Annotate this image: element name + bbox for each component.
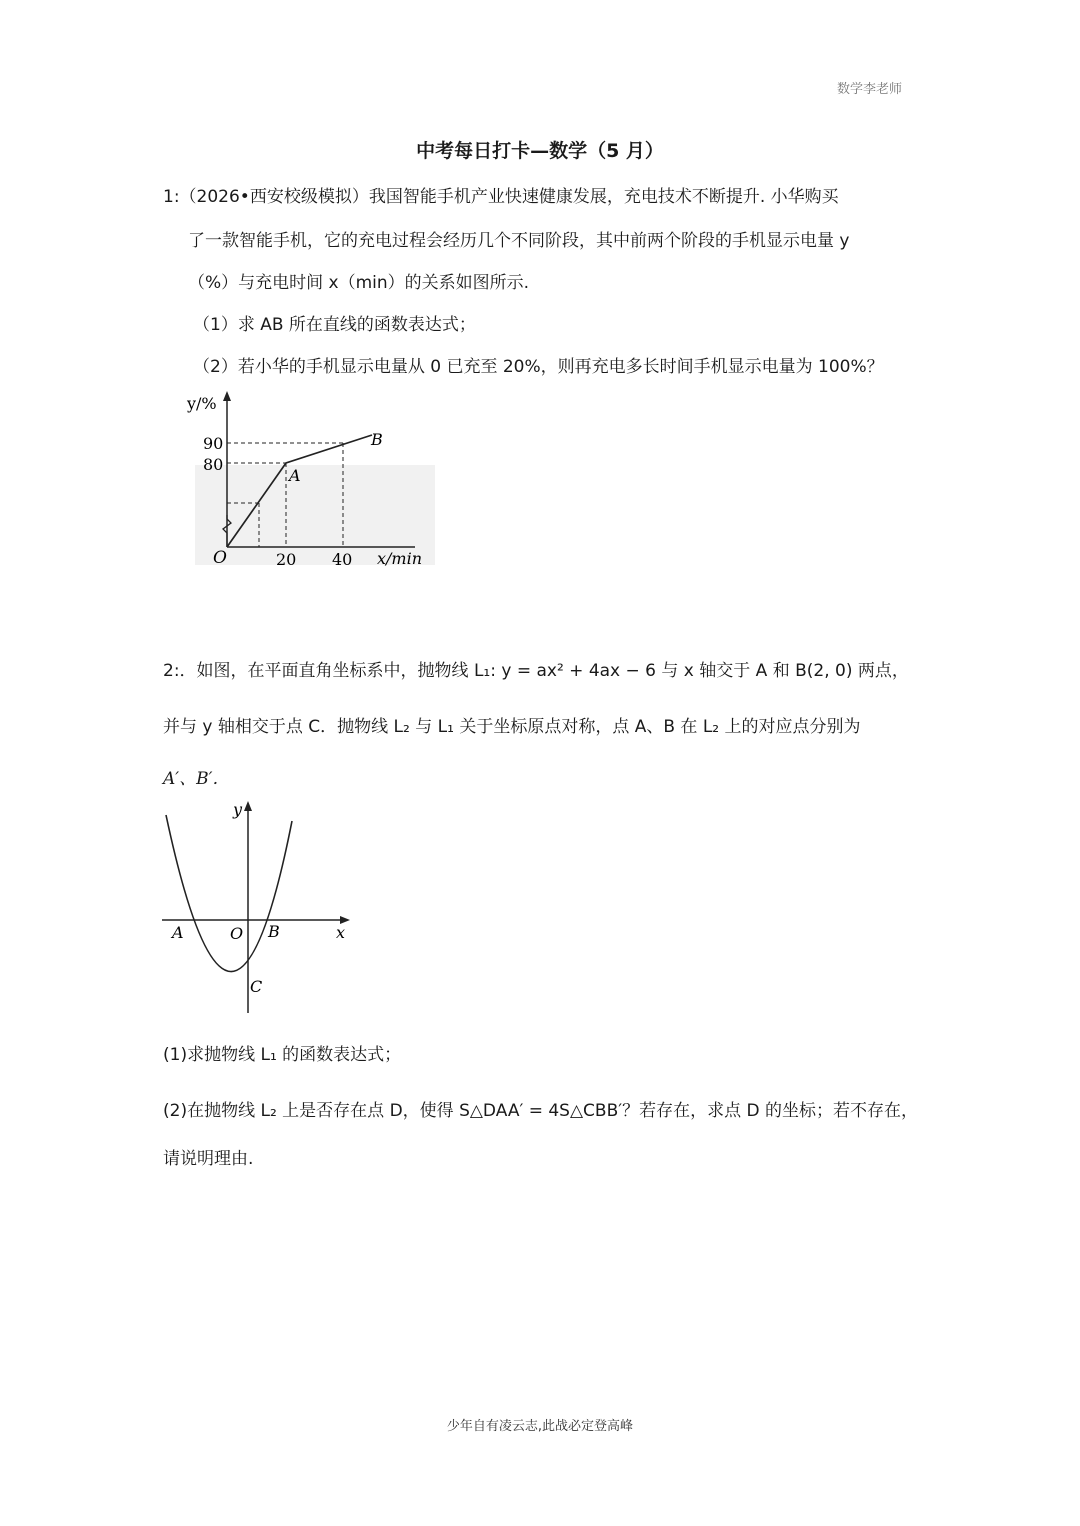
y-axis-label: y/% xyxy=(187,394,217,413)
x-axis-label: x/min xyxy=(377,549,423,568)
y-axis-arrow xyxy=(244,801,252,811)
y-axis-label: y xyxy=(233,800,243,819)
y-axis-arrow xyxy=(223,391,231,401)
point-b-label: B xyxy=(371,430,383,449)
q1-line-1: 1:（2026•西安校级模拟）我国智能手机产业快速健康发展，充电技术不断提升. 小华购买 xyxy=(163,187,839,207)
point-c-label: C xyxy=(250,977,263,996)
point-b-label: B xyxy=(268,922,280,941)
origin-label: O xyxy=(230,924,244,943)
x-tick-20: 20 xyxy=(276,550,297,569)
q2-parabola-graph xyxy=(150,795,360,1020)
q1-part-2: （2）若小华的手机显示电量从 0 已充至 20%，则再充电多长时间手机显示电量为 100%？ xyxy=(193,357,884,377)
q1-charging-graph xyxy=(185,385,445,575)
x-axis-label: x xyxy=(336,923,346,942)
origin-label: O xyxy=(213,548,227,568)
y-tick-90: 90 xyxy=(203,434,224,453)
page-title: 中考每日打卡—数学（5 月） xyxy=(416,140,664,162)
q2-part-1: (1)求抛物线 L₁ 的函数表达式； xyxy=(163,1045,402,1065)
y-tick-80: 80 xyxy=(203,455,224,474)
q2-part-2: (2)在抛物线 L₂ 上是否存在点 D，使得 S△DAA′ = 4S△CBB′？若存在，求点 D 的坐标；若不存在， xyxy=(163,1101,919,1121)
x-tick-40: 40 xyxy=(332,550,353,569)
q2-line-2: 并与 y 轴相交于点 C．抛物线 L₂ 与 L₁ 关于坐标原点对称，点 A、B 在 L₂ 上的对应点分别为 xyxy=(163,717,861,737)
q1-part-1: （1）求 AB 所在直线的函数表达式； xyxy=(193,315,476,335)
q2-part-2-cont: 请说明理由. xyxy=(163,1149,254,1169)
parabola-l1 xyxy=(166,815,292,972)
q2-line-1: 2:．如图，在平面直角坐标系中，抛物线 L₁: y = ax² + 4ax − 6 与 x 轴交于 A 和 B(2, 0) 两点， xyxy=(163,661,909,681)
author-watermark: 数学李老师 xyxy=(836,82,902,97)
footer-motto: 少年自有凌云志,此战必定登高峰 xyxy=(446,1419,634,1434)
point-a-label: A xyxy=(289,466,301,485)
point-a-label: A xyxy=(172,923,184,942)
q2-line-3: A′、B′． xyxy=(163,769,230,789)
q1-line-3: （%）与充电时间 x（min）的关系如图所示. xyxy=(188,273,530,293)
q1-line-2: 了一款智能手机，它的充电过程会经历几个不同阶段，其中前两个阶段的手机显示电量 y xyxy=(188,231,850,251)
